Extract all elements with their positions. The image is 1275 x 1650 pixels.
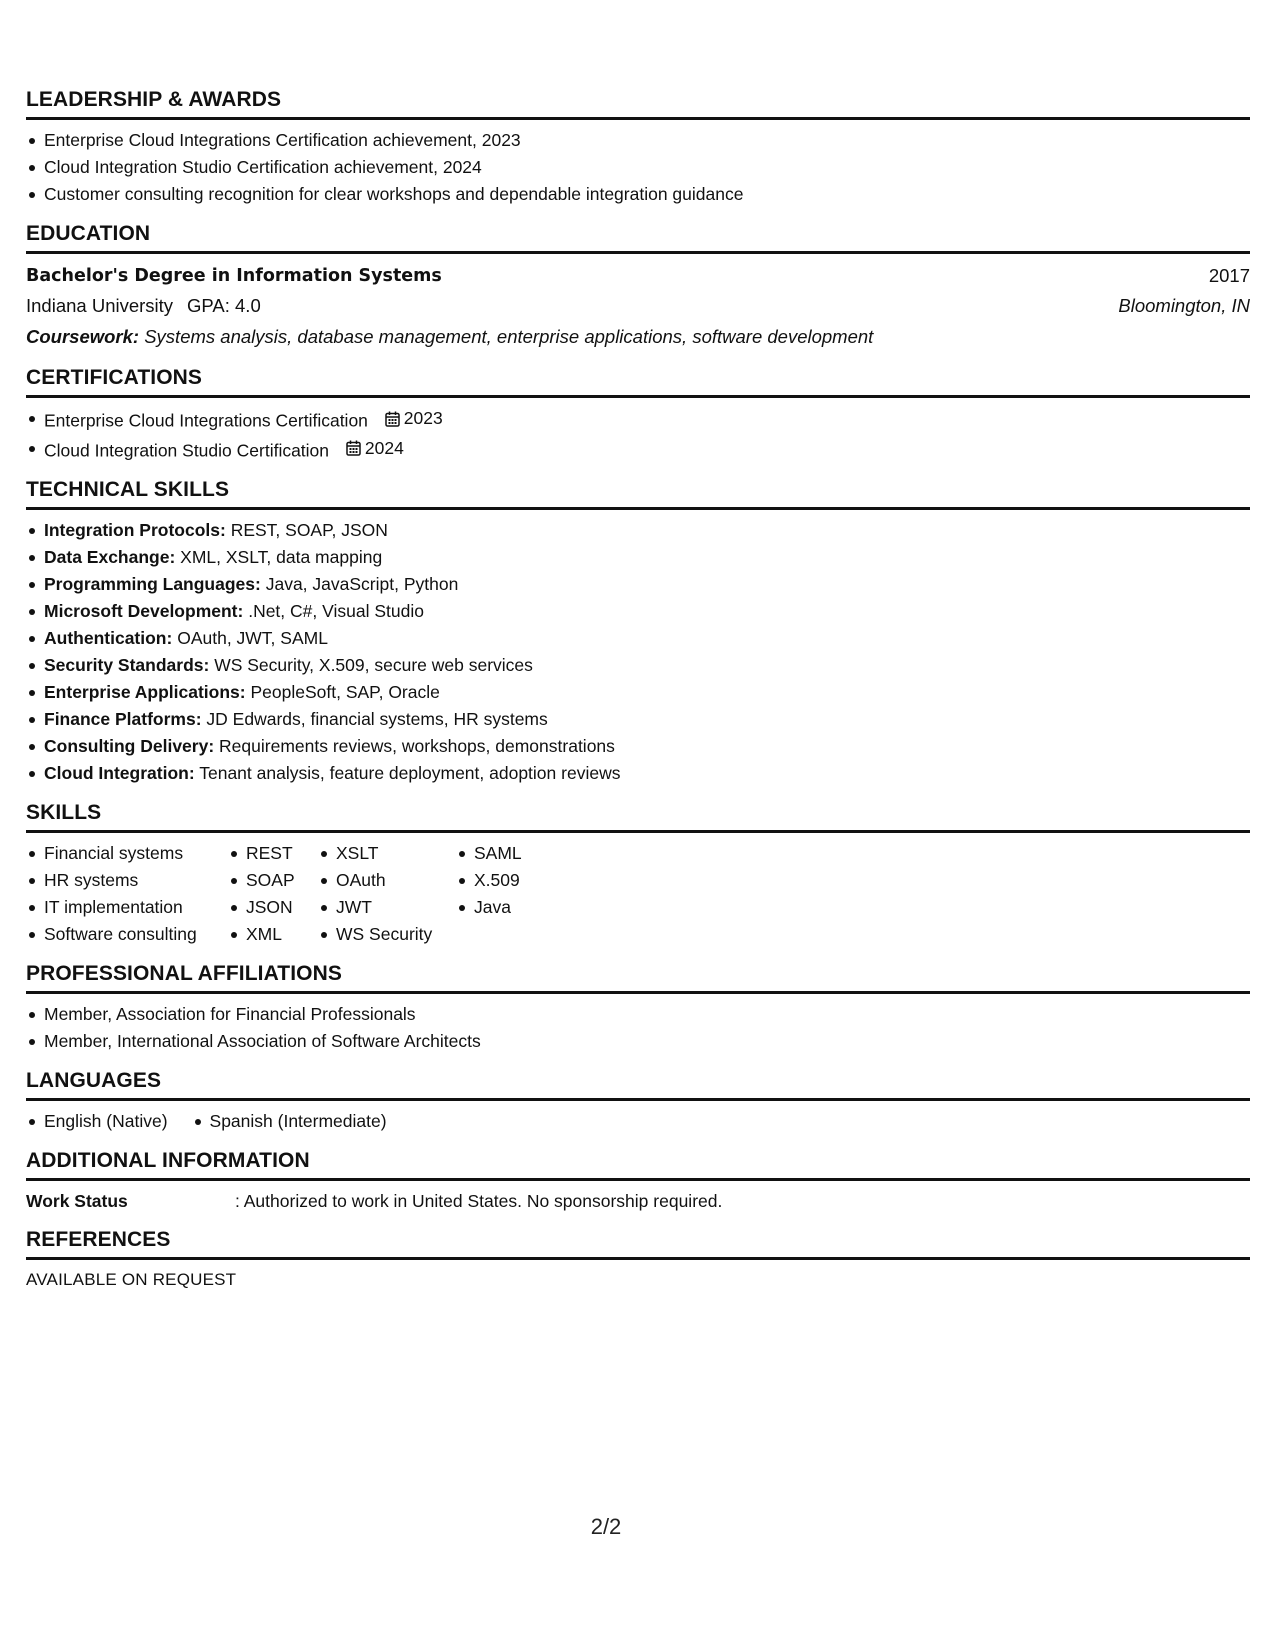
affiliations-section [26,962,1250,1055]
list-item: Enterprise Cloud Integrations Certification achievement, 2023 [26,127,1250,154]
skill-category: Programming Languages: [44,574,261,594]
list-item: Cloud Integration Studio Certification achievement, 2024 [26,154,1250,181]
additional-info-heading: ADDITIONAL INFORMATION [26,1149,1250,1181]
calendar-icon [346,440,361,456]
skill-category: Microsoft Development: [44,601,244,621]
certification-year: 2024 [364,437,404,458]
leadership-heading: LEADERSHIP & AWARDS [26,88,1250,120]
leadership-list [26,127,1250,208]
certification-name: Cloud Integration Studio Certification [44,440,330,460]
list-item: XSLT [318,840,446,867]
list-item [26,571,1250,598]
list-item [26,706,1250,733]
technical-skills-list [26,517,1250,787]
affiliations-heading: PROFESSIONAL AFFILIATIONS [26,962,1250,994]
list-item: Customer consulting recognition for clear workshops and dependable integration guidance [26,181,1250,208]
skills-column [228,840,308,948]
skill-category: Data Exchange: [44,547,176,567]
skill-values: Java, JavaScript, Python [265,574,459,594]
list-item: Financial systems [26,840,218,867]
skill-category: Authentication: [44,628,173,648]
skill-values: REST, SOAP, JSON [230,520,388,540]
skill-values: WS Security, X.509, secure web services [214,655,533,675]
list-item [26,405,1250,435]
education-school-row [26,291,1250,321]
list-item: SAML [456,840,576,867]
list-item: Member, International Association of Software Architects [26,1028,1250,1055]
references-section [26,1228,1250,1293]
languages-list [26,1108,1250,1135]
skill-values: OAuth, JWT, SAML [177,628,328,648]
skill-category: Enterprise Applications: [44,682,246,702]
work-status-row [26,1188,1250,1214]
list-item [26,598,1250,625]
school-info [26,291,261,321]
graduation-year: 2017 [1208,265,1250,286]
list-item: Member, Association for Financial Professionals [26,1001,1250,1028]
list-item: REST [228,840,308,867]
education-degree-row [26,261,1250,291]
references-heading: REFERENCES [26,1228,1250,1260]
skill-values: Tenant analysis, feature deployment, adoption reviews [199,763,621,783]
calendar-icon [385,411,400,427]
certifications-list [26,405,1250,464]
list-item: XML [228,921,308,948]
work-status-label: Work Status [26,1191,128,1211]
list-item: English (Native) [26,1108,168,1135]
leadership-section [26,88,1250,208]
list-item [26,760,1250,787]
page-number: 2/2 [590,1514,622,1539]
list-item: HR systems [26,867,218,894]
certification-date [346,435,404,462]
list-item: X.509 [456,867,576,894]
skill-category: Security Standards: [44,655,210,675]
list-item [26,625,1250,652]
degree-name: Bachelor's Degree in Information Systems [26,266,442,286]
resume-page [26,88,1250,1307]
affiliations-list [26,1001,1250,1055]
list-item: Java [456,894,576,921]
skills-column [456,840,576,948]
skills-column [318,840,446,948]
skills-heading: SKILLS [26,801,1250,833]
skill-category: Consulting Delivery: [44,736,215,756]
skills-section [26,801,1250,948]
technical-skills-heading: TECHNICAL SKILLS [26,478,1250,510]
list-item: JSON [228,894,308,921]
education-section [26,222,1250,352]
references-text: AVAILABLE ON REQUEST [26,1270,237,1289]
skill-values: Requirements reviews, workshops, demonstrations [219,736,615,756]
technical-skills-section [26,478,1250,787]
skills-column [26,840,218,948]
certifications-heading: CERTIFICATIONS [26,366,1250,398]
skill-values: .Net, C#, Visual Studio [248,601,424,621]
certification-year: 2023 [403,408,443,428]
list-item: JWT [318,894,446,921]
coursework [26,321,1250,352]
list-item [26,652,1250,679]
school-name: Indiana University [26,295,174,316]
skill-values: PeopleSoft, SAP, Oracle [250,682,440,702]
certification-name: Enterprise Cloud Integrations Certification [44,410,368,431]
skill-values: XML, XSLT, data mapping [180,547,383,567]
list-item [26,733,1250,760]
school-location: Bloomington, IN [1118,295,1250,316]
list-item: WS Security [318,921,446,948]
list-item [26,517,1250,544]
coursework-label: Coursework: [26,326,140,347]
skill-category: Integration Protocols: [44,520,226,540]
list-item: Spanish (Intermediate) [192,1108,387,1135]
list-item: SOAP [228,867,308,894]
skill-category: Cloud Integration: [44,763,195,783]
education-heading: EDUCATION [26,222,1250,254]
list-item: IT implementation [26,894,218,921]
gpa: GPA: 4.0 [187,295,261,316]
list-item: Software consulting [26,921,218,948]
list-item [26,679,1250,706]
coursework-text: Systems analysis, database management, enterprise applications, software development [144,326,874,347]
work-status-value: : Authorized to work in United States. No sponsorship required. [235,1191,723,1211]
list-item [26,544,1250,571]
list-item: OAuth [318,867,446,894]
additional-info-section [26,1149,1250,1214]
certification-date [385,405,443,432]
languages-heading: LANGUAGES [26,1069,1250,1101]
list-item [26,435,1250,465]
certifications-section [26,366,1250,464]
skill-values: JD Edwards, financial systems, HR systems [206,709,548,729]
languages-section [26,1069,1250,1135]
skills-grid [26,840,1250,948]
skill-category: Finance Platforms: [44,709,202,729]
